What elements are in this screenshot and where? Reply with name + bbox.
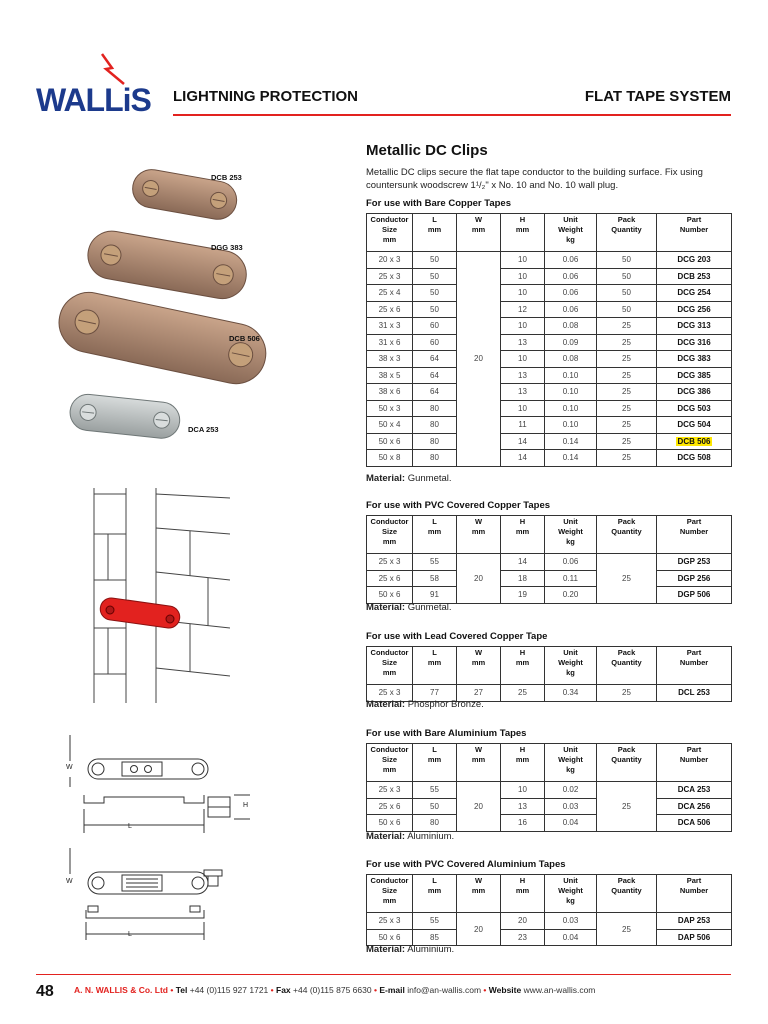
table-cell: 58	[413, 570, 457, 587]
table-cell: 25 x 3	[367, 685, 413, 702]
column-header: L mm	[413, 647, 457, 685]
table-cell: 0.06	[545, 554, 597, 571]
table-row	[367, 450, 732, 467]
column-header: Conductor Size mm	[367, 744, 413, 782]
part-number: DCG 383	[657, 351, 732, 368]
table-cell: 50	[413, 301, 457, 318]
table-cell: 13	[501, 334, 545, 351]
column-header: W mm	[457, 647, 501, 685]
part-number: DCG 503	[657, 400, 732, 417]
table-cell: 10	[501, 318, 545, 335]
part-number: DCB 253	[657, 268, 732, 285]
page-number: 48	[36, 983, 54, 1000]
table-row	[367, 318, 732, 335]
table-row	[367, 570, 732, 587]
column-header: Pack Quantity	[597, 647, 657, 685]
table-cell: 25	[597, 417, 657, 434]
table-cell: 50	[413, 285, 457, 302]
dimension-drawing-bare	[64, 735, 264, 835]
table-cell: 23	[501, 929, 545, 946]
table-cell: 20	[457, 913, 501, 946]
column-header: Unit Weight kg	[545, 744, 597, 782]
column-header: Pack Quantity	[597, 744, 657, 782]
section-title: Metallic DC Clips	[366, 142, 488, 159]
table-cell: 60	[413, 334, 457, 351]
table-cell: 13	[501, 367, 545, 384]
table-cell: 60	[413, 318, 457, 335]
table-cell: 12	[501, 301, 545, 318]
table-cell: 50 x 3	[367, 400, 413, 417]
table-row	[367, 913, 732, 930]
table-cell: 25	[597, 384, 657, 401]
table-row	[367, 587, 732, 604]
material-bare-aluminium: Material: Aluminium.	[366, 831, 455, 842]
column-header: Part Number	[657, 516, 732, 554]
table-row	[367, 285, 732, 302]
table-cell: 20	[457, 252, 501, 467]
table-cell: 50 x 6	[367, 815, 413, 832]
table-cell: 0.02	[545, 782, 597, 799]
dimension-drawing-pvc	[64, 848, 234, 943]
dim-label-l2: L	[128, 931, 132, 938]
dim-label-w: W	[66, 764, 73, 771]
table-cell: 10	[501, 252, 545, 269]
table-cell: 0.20	[545, 587, 597, 604]
table-cell: 50	[413, 798, 457, 815]
clip-dca253-image	[68, 393, 181, 440]
part-number: DCL 253	[657, 685, 732, 702]
table-cell: 0.14	[545, 450, 597, 467]
column-header: H mm	[501, 744, 545, 782]
column-header: W mm	[457, 875, 501, 913]
installation-diagram	[90, 488, 230, 703]
table-cell: 18	[501, 570, 545, 587]
table-cell: 25 x 4	[367, 285, 413, 302]
part-number: DCG 316	[657, 334, 732, 351]
table-cell: 25 x 3	[367, 268, 413, 285]
column-header: Unit Weight kg	[545, 875, 597, 913]
brand-logo: WALLiS	[36, 82, 151, 118]
material-lead-copper: Material: Phosphor Bronze.	[366, 699, 484, 710]
table-row	[367, 554, 732, 571]
table-title-pvc-copper: For use with PVC Covered Copper Tapes	[366, 500, 551, 511]
column-header: Conductor Size mm	[367, 875, 413, 913]
table-cell: 10	[501, 400, 545, 417]
part-number: DCG 385	[657, 367, 732, 384]
table-row	[367, 433, 732, 450]
table-cell: 0.14	[545, 433, 597, 450]
column-header: W mm	[457, 214, 501, 252]
column-header: W mm	[457, 744, 501, 782]
dim-label-w2: W	[66, 878, 73, 885]
table-cell: 50	[413, 252, 457, 269]
column-header: H mm	[501, 214, 545, 252]
column-header: Unit Weight kg	[545, 214, 597, 252]
column-header: Pack Quantity	[597, 516, 657, 554]
table-cell: 25 x 3	[367, 913, 413, 930]
table-cell: 25 x 3	[367, 782, 413, 799]
table-cell: 0.34	[545, 685, 597, 702]
table-cell: 50 x 6	[367, 929, 413, 946]
part-number: DCA 256	[657, 798, 732, 815]
table-cell: 25	[597, 318, 657, 335]
table-cell: 0.10	[545, 417, 597, 434]
table-title-pvc-aluminium: For use with PVC Covered Aluminium Tapes	[366, 859, 566, 870]
table-cell: 64	[413, 367, 457, 384]
column-header: Conductor Size mm	[367, 214, 413, 252]
section-intro: Metallic DC clips secure the flat tape conductor to the building surface. Fix using countersunk woodscrew 1¹/₂" x No. 10 and No. 10 wall plug.	[366, 167, 703, 191]
table-title-bare-aluminium: For use with Bare Aluminium Tapes	[366, 728, 527, 739]
table-cell: 10	[501, 285, 545, 302]
column-header: W mm	[457, 516, 501, 554]
column-header: H mm	[501, 647, 545, 685]
column-header: L mm	[413, 214, 457, 252]
footer-tel: +44 (0)115 927 1721	[189, 985, 269, 995]
table-cell: 25 x 6	[367, 301, 413, 318]
table-cell: 25	[597, 913, 657, 946]
column-header: Part Number	[657, 647, 732, 685]
column-header: H mm	[501, 516, 545, 554]
table-cell: 10	[501, 351, 545, 368]
table-cell: 25	[597, 782, 657, 832]
material-bare-copper: Material: Gunmetal.	[366, 473, 452, 484]
table-cell: 55	[413, 913, 457, 930]
table-cell: 80	[413, 815, 457, 832]
footer-company: A. N. WALLIS & Co. Ltd	[74, 985, 168, 995]
table-cell: 50	[597, 301, 657, 318]
part-number: DAP 506	[657, 929, 732, 946]
table-cell: 80	[413, 433, 457, 450]
table-cell: 25	[597, 554, 657, 604]
table-cell: 77	[413, 685, 457, 702]
footer-website[interactable]: www.an-wallis.com	[523, 985, 596, 995]
table-cell: 80	[413, 417, 457, 434]
table-cell: 50 x 8	[367, 450, 413, 467]
part-number: DCA 506	[657, 815, 732, 832]
header-system: FLAT TAPE SYSTEM	[584, 88, 731, 105]
table-cell: 55	[413, 554, 457, 571]
table-cell: 50	[413, 268, 457, 285]
table-cell: 10	[501, 782, 545, 799]
column-header: Part Number	[657, 875, 732, 913]
table-cell: 0.06	[545, 285, 597, 302]
material-pvc-aluminium: Material: Aluminium.	[366, 944, 455, 955]
table-cell: 20	[457, 554, 501, 604]
table-cell: 25	[597, 433, 657, 450]
table-cell: 85	[413, 929, 457, 946]
table-cell: 14	[501, 450, 545, 467]
column-header: Part Number	[657, 744, 732, 782]
clip-dgg383-image	[84, 227, 250, 302]
table-cell: 0.08	[545, 318, 597, 335]
dim-label-l: L	[128, 823, 132, 830]
table-cell: 14	[501, 433, 545, 450]
product-label-dgg383: DGG 383	[211, 243, 243, 252]
table-cell: 20	[457, 782, 501, 832]
column-header: L mm	[413, 516, 457, 554]
table-cell: 11	[501, 417, 545, 434]
column-header: L mm	[413, 875, 457, 913]
column-header: Conductor Size mm	[367, 516, 413, 554]
table-cell: 0.06	[545, 301, 597, 318]
table-cell: 64	[413, 351, 457, 368]
part-number: DGP 506	[657, 587, 732, 604]
column-header: L mm	[413, 744, 457, 782]
table-row	[367, 815, 732, 832]
table-cell: 25 x 6	[367, 570, 413, 587]
table-cell: 0.11	[545, 570, 597, 587]
table-cell: 80	[413, 450, 457, 467]
spec-table	[366, 515, 732, 604]
column-header: Pack Quantity	[597, 214, 657, 252]
part-number: DCA 253	[657, 782, 732, 799]
table-title-lead-copper: For use with Lead Covered Copper Tape	[366, 631, 548, 642]
part-number: DCG 203	[657, 252, 732, 269]
table-cell: 25 x 6	[367, 798, 413, 815]
table-cell: 91	[413, 587, 457, 604]
table-cell: 0.03	[545, 913, 597, 930]
column-header: Pack Quantity	[597, 875, 657, 913]
red-clip-highlight	[99, 597, 181, 630]
table-cell: 38 x 6	[367, 384, 413, 401]
table-row	[367, 798, 732, 815]
column-header: Unit Weight kg	[545, 516, 597, 554]
spec-table	[366, 646, 732, 702]
table-row	[367, 351, 732, 368]
table-cell: 0.09	[545, 334, 597, 351]
table-cell: 25	[597, 450, 657, 467]
table-cell: 50 x 6	[367, 433, 413, 450]
spec-table	[366, 874, 732, 946]
header-category: LIGHTNING PROTECTION	[173, 88, 358, 105]
part-number: DCG 256	[657, 301, 732, 318]
table-cell: 38 x 3	[367, 351, 413, 368]
table-row	[367, 384, 732, 401]
table-cell: 14	[501, 554, 545, 571]
table-cell: 50	[597, 285, 657, 302]
table-cell: 13	[501, 384, 545, 401]
table-row	[367, 367, 732, 384]
table-cell: 27	[457, 685, 501, 702]
table-cell: 25	[501, 685, 545, 702]
product-photos	[52, 160, 342, 450]
column-header: Conductor Size mm	[367, 647, 413, 685]
table-cell: 31 x 3	[367, 318, 413, 335]
table-cell: 25	[597, 351, 657, 368]
table-cell: 0.10	[545, 367, 597, 384]
table-row	[367, 417, 732, 434]
table-cell: 25 x 3	[367, 554, 413, 571]
part-number: DGP 256	[657, 570, 732, 587]
part-number: DCG 254	[657, 285, 732, 302]
table-cell: 13	[501, 798, 545, 815]
footer-divider	[36, 974, 731, 975]
table-cell: 25	[597, 685, 657, 702]
table-cell: 25	[597, 367, 657, 384]
table-cell: 0.10	[545, 384, 597, 401]
table-cell: 80	[413, 400, 457, 417]
part-number: DCG 386	[657, 384, 732, 401]
table-cell: 55	[413, 782, 457, 799]
table-cell: 0.04	[545, 929, 597, 946]
table-cell: 0.08	[545, 351, 597, 368]
spec-table	[366, 213, 732, 467]
table-cell: 0.06	[545, 252, 597, 269]
column-header: Part Number	[657, 214, 732, 252]
table-cell: 10	[501, 268, 545, 285]
column-header: H mm	[501, 875, 545, 913]
table-row	[367, 400, 732, 417]
table-cell: 19	[501, 587, 545, 604]
table-cell: 25	[597, 400, 657, 417]
table-title-bare-copper: For use with Bare Copper Tapes	[366, 198, 511, 209]
table-cell: 0.10	[545, 400, 597, 417]
product-label-dcb253: DCB 253	[211, 173, 242, 182]
table-cell: 25	[597, 334, 657, 351]
table-cell: 31 x 6	[367, 334, 413, 351]
table-cell: 50 x 6	[367, 587, 413, 604]
table-cell: 50 x 4	[367, 417, 413, 434]
spec-table	[366, 743, 732, 832]
table-row	[367, 268, 732, 285]
product-label-dca253: DCA 253	[188, 425, 219, 434]
part-number: DCB 506	[657, 433, 732, 450]
lightning-bolt-icon	[98, 52, 128, 86]
table-cell: 20	[501, 913, 545, 930]
table-row	[367, 301, 732, 318]
part-number: DGP 253	[657, 554, 732, 571]
footer-fax: +44 (0)115 875 6630	[293, 985, 372, 995]
table-cell: 0.06	[545, 268, 597, 285]
table-cell: 50	[597, 268, 657, 285]
product-label-dcb506: DCB 506	[229, 334, 260, 343]
part-number: DCG 508	[657, 450, 732, 467]
material-pvc-copper: Material: Gunmetal.	[366, 602, 452, 613]
table-cell: 0.04	[545, 815, 597, 832]
table-cell: 16	[501, 815, 545, 832]
dim-label-h: H	[243, 802, 249, 809]
table-row	[367, 782, 732, 799]
table-cell: 50	[597, 252, 657, 269]
part-number: DAP 253	[657, 913, 732, 930]
part-number: DCG 504	[657, 417, 732, 434]
header-divider	[173, 114, 731, 116]
table-cell: 64	[413, 384, 457, 401]
table-row	[367, 334, 732, 351]
table-cell: 38 x 5	[367, 367, 413, 384]
part-number: DCG 313	[657, 318, 732, 335]
table-cell: 0.03	[545, 798, 597, 815]
column-header: Unit Weight kg	[545, 647, 597, 685]
footer-email[interactable]: info@an-wallis.com	[407, 985, 482, 995]
table-row	[367, 252, 732, 269]
footer-contact: A. N. WALLIS & Co. Ltd • Tel +44 (0)115 927 1721 • Fax +44 (0)115 875 6630 • E-mail info@an-wallis.com • Website www.an-wallis.com	[74, 985, 596, 995]
table-cell: 20 x 3	[367, 252, 413, 269]
